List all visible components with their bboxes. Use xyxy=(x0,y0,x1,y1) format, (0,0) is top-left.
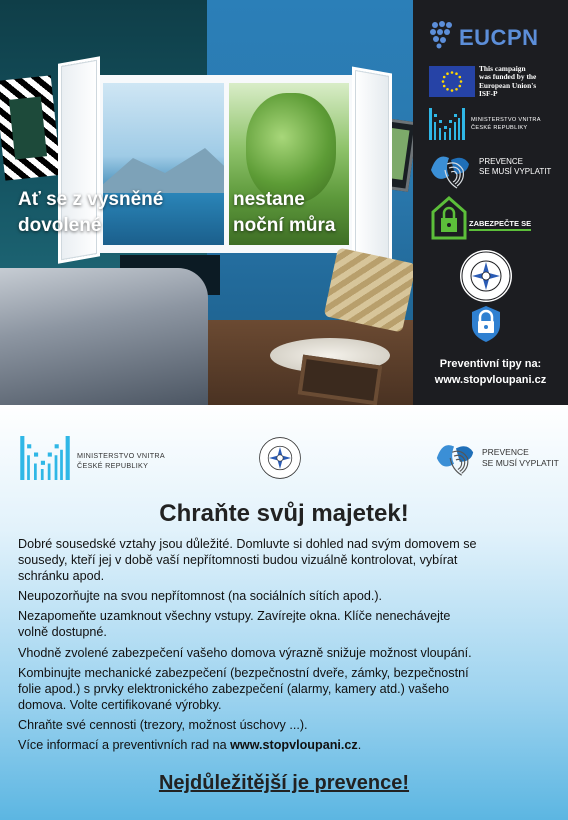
advice-line: domova. Volte certifikované výrobky. xyxy=(18,697,222,712)
logo-panel xyxy=(413,0,568,405)
bed xyxy=(0,268,208,405)
slogan-left-line: Ať se z vysněné xyxy=(18,189,164,210)
ministry-text xyxy=(471,117,541,132)
ministry-logo-icon xyxy=(20,436,70,480)
ministry-line: ČESKÉ REPUBLIKY xyxy=(471,124,528,131)
prevention-line: SE MUSÍ VYPLATIT xyxy=(482,457,559,468)
eu-funding-line: was funded by the xyxy=(479,72,537,82)
slogan-left-line: dovolené xyxy=(18,215,102,236)
eu-funding-line: This campaign xyxy=(479,64,526,73)
more-info-link[interactable]: www.stopvloupani.cz xyxy=(230,738,358,753)
more-info-prefix: Více informací a preventivních rad na xyxy=(18,738,231,753)
advice-paragraph xyxy=(18,536,558,584)
more-info-suffix: . xyxy=(357,738,362,753)
slogan-left xyxy=(18,187,198,239)
advice-line: volně dostupné. xyxy=(18,625,107,640)
ministry-text xyxy=(77,451,165,470)
logo-row xyxy=(0,405,568,495)
hero-banner xyxy=(0,0,568,405)
tip-block xyxy=(413,356,568,388)
police-seal-icon xyxy=(458,248,514,304)
advice-line: Chraňte své cennosti (trezory, možnost úschovy ...). xyxy=(18,717,308,732)
advice-line: Dobré sousedské vztahy jsou důležité. Domluvte si dohled nad svým domovem se xyxy=(18,537,477,551)
advice-line: schránku apod. xyxy=(18,569,105,584)
slogan-right xyxy=(233,187,373,239)
eu-funding-text xyxy=(479,65,563,99)
more-info-line xyxy=(18,737,558,753)
hero-photo xyxy=(0,0,413,405)
slogan-right-line: noční můra xyxy=(233,215,336,236)
fingerprint-butterfly-icon xyxy=(427,150,473,190)
advice-paragraph xyxy=(18,665,558,713)
advice-paragraph xyxy=(18,645,558,661)
advice-line: Kombinujte mechanické zabezpečení (bezpečnostní dveře, zámky, bezpečnostní xyxy=(18,665,469,680)
prevention-line: PREVENCE xyxy=(479,157,524,166)
prevention-text xyxy=(479,157,551,177)
page-title: Chraňte svůj majetek! xyxy=(159,500,409,527)
prevention-text xyxy=(482,447,559,468)
shield-lock-icon xyxy=(470,305,502,343)
advice-line: sousedy, kteří jej v době vaší nepřítomnosti budou vizuálně kontrolovat, vybírat xyxy=(18,553,458,568)
slogan-right-line: nestane xyxy=(233,189,305,210)
advice-line: Nezapomeňte uzamknout všechny vstupy. Zavírejte okna. Klíče nenechávejte xyxy=(18,609,451,624)
eucpn-logo xyxy=(429,15,559,55)
prevention-line: SE MUSÍ VYPLATIT xyxy=(479,167,552,176)
more-info xyxy=(18,737,558,753)
prevention-line: PREVENCE xyxy=(482,447,529,457)
eu-funding-line: ISF-P xyxy=(479,89,498,99)
footer-slogan: Nejdůležitější je prevence! xyxy=(158,772,410,794)
eu-flag-icon xyxy=(429,66,475,97)
house-lock-icon xyxy=(431,196,467,240)
eu-funding-line: European Union's xyxy=(479,80,537,90)
secure-label: ZABEZPEČTE SE xyxy=(469,219,531,231)
advice-paragraph xyxy=(18,588,558,604)
wall-picture-left xyxy=(0,75,61,180)
info-section xyxy=(0,405,568,820)
advice-list xyxy=(18,536,558,757)
advice-line: Neupozorňujte na svou nepřítomnost (na sociálních sítích apod.). xyxy=(18,589,383,604)
ministry-logo-icon xyxy=(429,108,465,140)
police-seal-icon xyxy=(258,436,302,480)
advice-line: Vhodně zvolené zabezpečení vašeho domova výrazně snižuje možnost vloupání. xyxy=(18,645,472,660)
ministry-line: MINISTERSTVO VNITRA xyxy=(77,451,165,460)
advice-line: folie apod.) s prvky elektronického zabezpečení (alarmy, kamery atd.) vašeho xyxy=(18,681,449,696)
tip-url-link[interactable]: www.stopvloupani.cz xyxy=(434,374,547,386)
eucpn-name: EUCPN xyxy=(459,25,539,50)
eucpn-logo-icon xyxy=(429,19,457,49)
ministry-line: MINISTERSTVO VNITRA xyxy=(471,117,541,123)
tip-label: Preventivní tipy na: xyxy=(439,358,542,370)
advice-paragraph xyxy=(18,717,558,733)
advice-paragraph xyxy=(18,608,558,640)
ministry-line: ČESKÉ REPUBLIKY xyxy=(77,460,149,470)
fingerprint-butterfly-icon xyxy=(433,438,477,478)
